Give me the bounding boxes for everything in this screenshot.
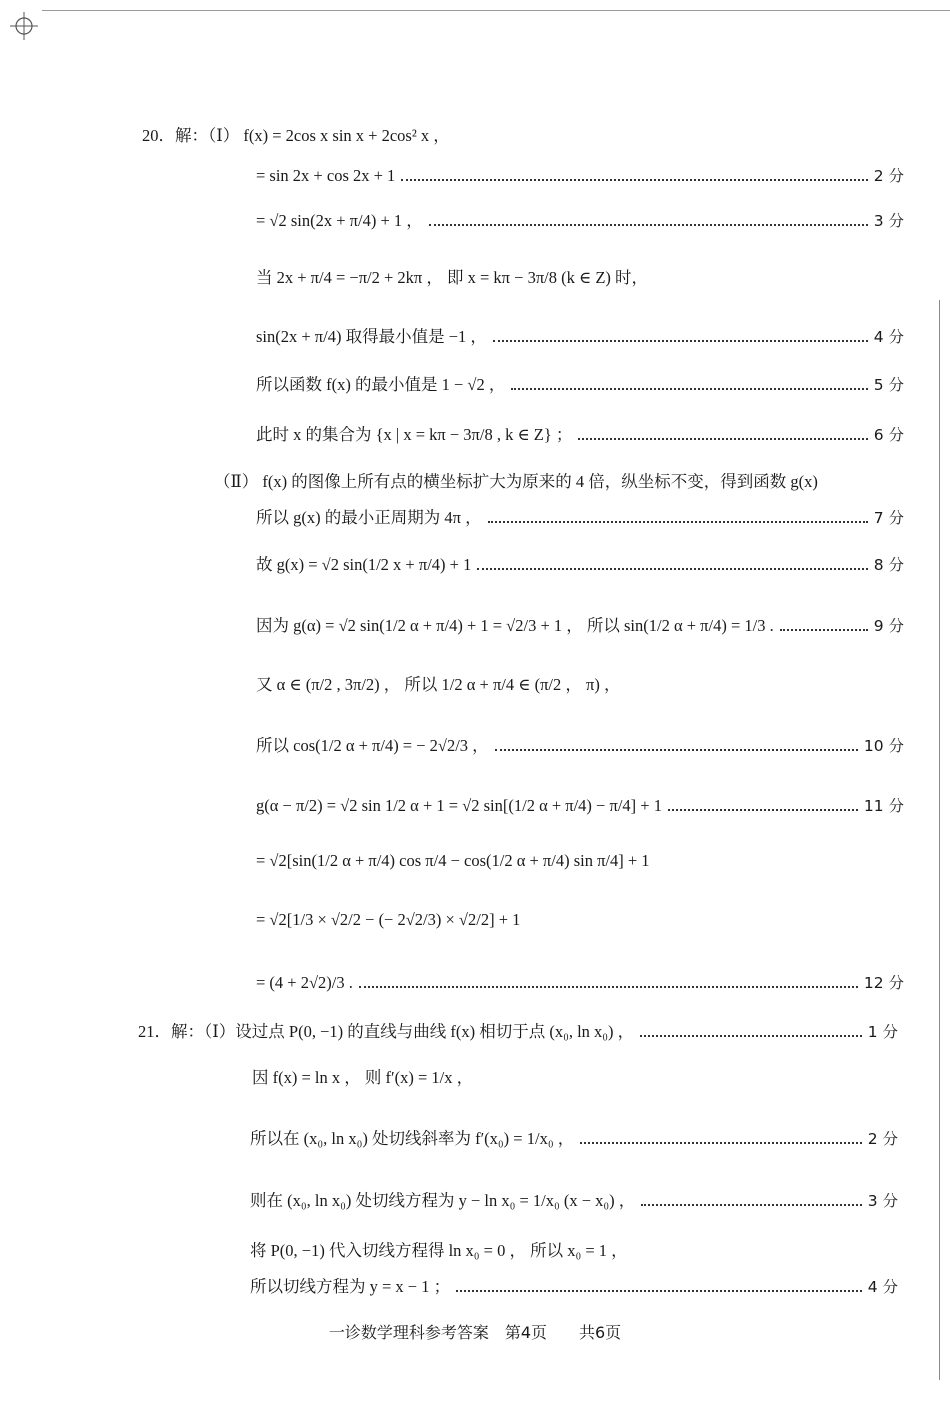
leader-dots — [780, 629, 868, 631]
q21-step-3-text: 则在 (x₀, ln x₀) 处切线方程为 y − ln x₀ = 1/x₀ (x − x₀) ， — [250, 1191, 636, 1210]
q20-step-1 — [256, 168, 904, 185]
q20-step-7-text: 所以 g(x) 的最小正周期为 4π ， — [256, 508, 482, 527]
q20-step-6 — [256, 427, 904, 444]
q20-step-5-text: 所以函数 f(x) 的最小值是 1 − √2 ， — [256, 375, 506, 394]
q20-step-9-text: 因为 g(α) = √2 sin(1/2 α + π/4) + 1 = √2/3 + 1 ， 所以 sin(1/2 α + π/4) = 1/3 . — [256, 616, 774, 635]
q20-step-8-score: 8 分 — [873, 555, 904, 574]
q20-step-15 — [256, 975, 904, 992]
q20-step-6-text: 此时 x 的集合为 {x | x = kπ − 3π/8 , k ∈ Z} ； — [256, 425, 573, 444]
q20-step-6-score: 6 分 — [873, 425, 904, 444]
q20-step-10 — [256, 677, 904, 694]
q21-step-2-score: 2 分 — [867, 1129, 898, 1148]
q21-step-5-score: 4 分 — [867, 1277, 898, 1296]
q21-step-4-text: 将 P(0, −1) 代入切线方程得 ln x₀ = 0 ， 所以 x₀ = 1 ， — [250, 1241, 628, 1260]
q21-step-1-text: 因 f(x) = ln x ， 则 f′(x) = 1/x ， — [252, 1068, 474, 1087]
registration-crosshair-icon — [10, 12, 38, 40]
q20-part2-heading — [214, 474, 904, 491]
leader-dots — [401, 179, 867, 181]
leader-dots — [456, 1290, 862, 1292]
q20-step-4-text: sin(2x + π/4) 取得最小值是 −1 ， — [256, 327, 487, 346]
q20-step-13-text: = √2[sin(1/2 α + π/4) cos π/4 − cos(1/2 α + π/4) sin π/4] + 1 — [256, 851, 650, 870]
q20-step-11-text: 所以 cos(1/2 α + π/4) = − 2√2/3 ， — [256, 736, 489, 755]
scan-edge-line — [939, 300, 944, 1380]
q20-part2-heading-text: （Ⅱ） f(x) 的图像上所有点的横坐标扩大为原来的 4 倍，纵坐标不变，得到函数 g(x) — [214, 472, 818, 491]
leader-dots — [511, 388, 867, 390]
q21-step-2 — [250, 1131, 898, 1148]
leader-dots — [578, 438, 867, 440]
q20-step-5-score: 5 分 — [873, 375, 904, 394]
leader-dots — [640, 1035, 862, 1037]
q20-step-15-score: 12 分 — [863, 973, 904, 992]
q20-step-8 — [256, 557, 904, 574]
q20-step-7 — [256, 510, 904, 527]
q21-heading-text: 21．解：（Ⅰ）设过点 P(0, −1) 的直线与曲线 f(x) 相切于点 (x₀, ln x₀) ， — [138, 1022, 635, 1041]
q20-step-11-score: 10 分 — [863, 736, 904, 755]
q20-step-13 — [256, 853, 904, 870]
q21-step-2-text: 所以在 (x₀, ln x₀) 处切线斜率为 f′(x₀) = 1/x₀ ， — [250, 1129, 575, 1148]
leader-dots — [488, 521, 868, 523]
q20-step-15-text: = (4 + 2√2)/3 . — [256, 973, 353, 992]
q20-step-1-score: 2 分 — [873, 166, 904, 185]
leader-dots — [580, 1142, 862, 1144]
q20-step-8-text: 故 g(x) = √2 sin(1/2 x + π/4) + 1 — [256, 555, 472, 574]
q20-step-11 — [256, 738, 904, 755]
q21-heading-score: 1 分 — [867, 1022, 898, 1041]
q20-step-2-text: = √2 sin(2x + π/4) + 1 ， — [256, 211, 423, 230]
q20-step-4 — [256, 329, 904, 346]
q20-heading — [142, 128, 562, 145]
leader-dots — [495, 749, 858, 751]
leader-dots — [668, 809, 858, 811]
q21-step-3 — [250, 1193, 898, 1210]
q20-step-14 — [256, 912, 904, 929]
q20-step-2 — [256, 213, 904, 230]
top-border-line — [42, 10, 950, 11]
leader-dots — [477, 568, 867, 570]
q21-step-5-text: 所以切线方程为 y = x − 1 ； — [250, 1277, 451, 1296]
leader-dots — [359, 986, 858, 988]
q20-heading-text: 20．解：（Ⅰ） f(x) = 2cos x sin x + 2cos² x ， — [142, 126, 450, 145]
q20-step-10-text: 又 α ∈ (π/2 , 3π/2) ， 所以 1/2 α + π/4 ∈ (π/2 ， π) ， — [256, 675, 621, 694]
q20-step-9-score: 9 分 — [873, 616, 904, 635]
q20-step-12 — [256, 798, 904, 815]
leader-dots — [493, 340, 868, 342]
q20-step-1-text: = sin 2x + cos 2x + 1 — [256, 166, 396, 185]
q20-step-12-score: 11 分 — [863, 796, 904, 815]
q20-step-3-text: 当 2x + π/4 = −π/2 + 2kπ ， 即 x = kπ − 3π/8 (k ∈ Z) 时， — [256, 268, 649, 287]
q21-step-3-score: 3 分 — [867, 1191, 898, 1210]
leader-dots — [429, 224, 868, 226]
q20-step-14-text: = √2[1/3 × √2/2 − (− 2√2/3) × √2/2] + 1 — [256, 910, 521, 929]
q20-step-7-score: 7 分 — [873, 508, 904, 527]
q20-step-3 — [256, 270, 904, 287]
q20-step-2-score: 3 分 — [873, 211, 904, 230]
q20-step-12-text: g(α − π/2) = √2 sin 1/2 α + 1 = √2 sin[(1/2 α + π/4) − π/4] + 1 — [256, 796, 662, 815]
q21-step-5 — [250, 1279, 898, 1296]
leader-dots — [641, 1204, 861, 1206]
q21-heading — [138, 1024, 898, 1041]
q20-step-9 — [256, 618, 904, 635]
q20-step-5 — [256, 377, 904, 394]
q20-step-4-score: 4 分 — [873, 327, 904, 346]
q21-step-4 — [250, 1243, 898, 1260]
q21-step-1 — [252, 1070, 900, 1087]
page-footer: 一诊数学理科参考答案 第4页 共6页 — [328, 1323, 622, 1342]
